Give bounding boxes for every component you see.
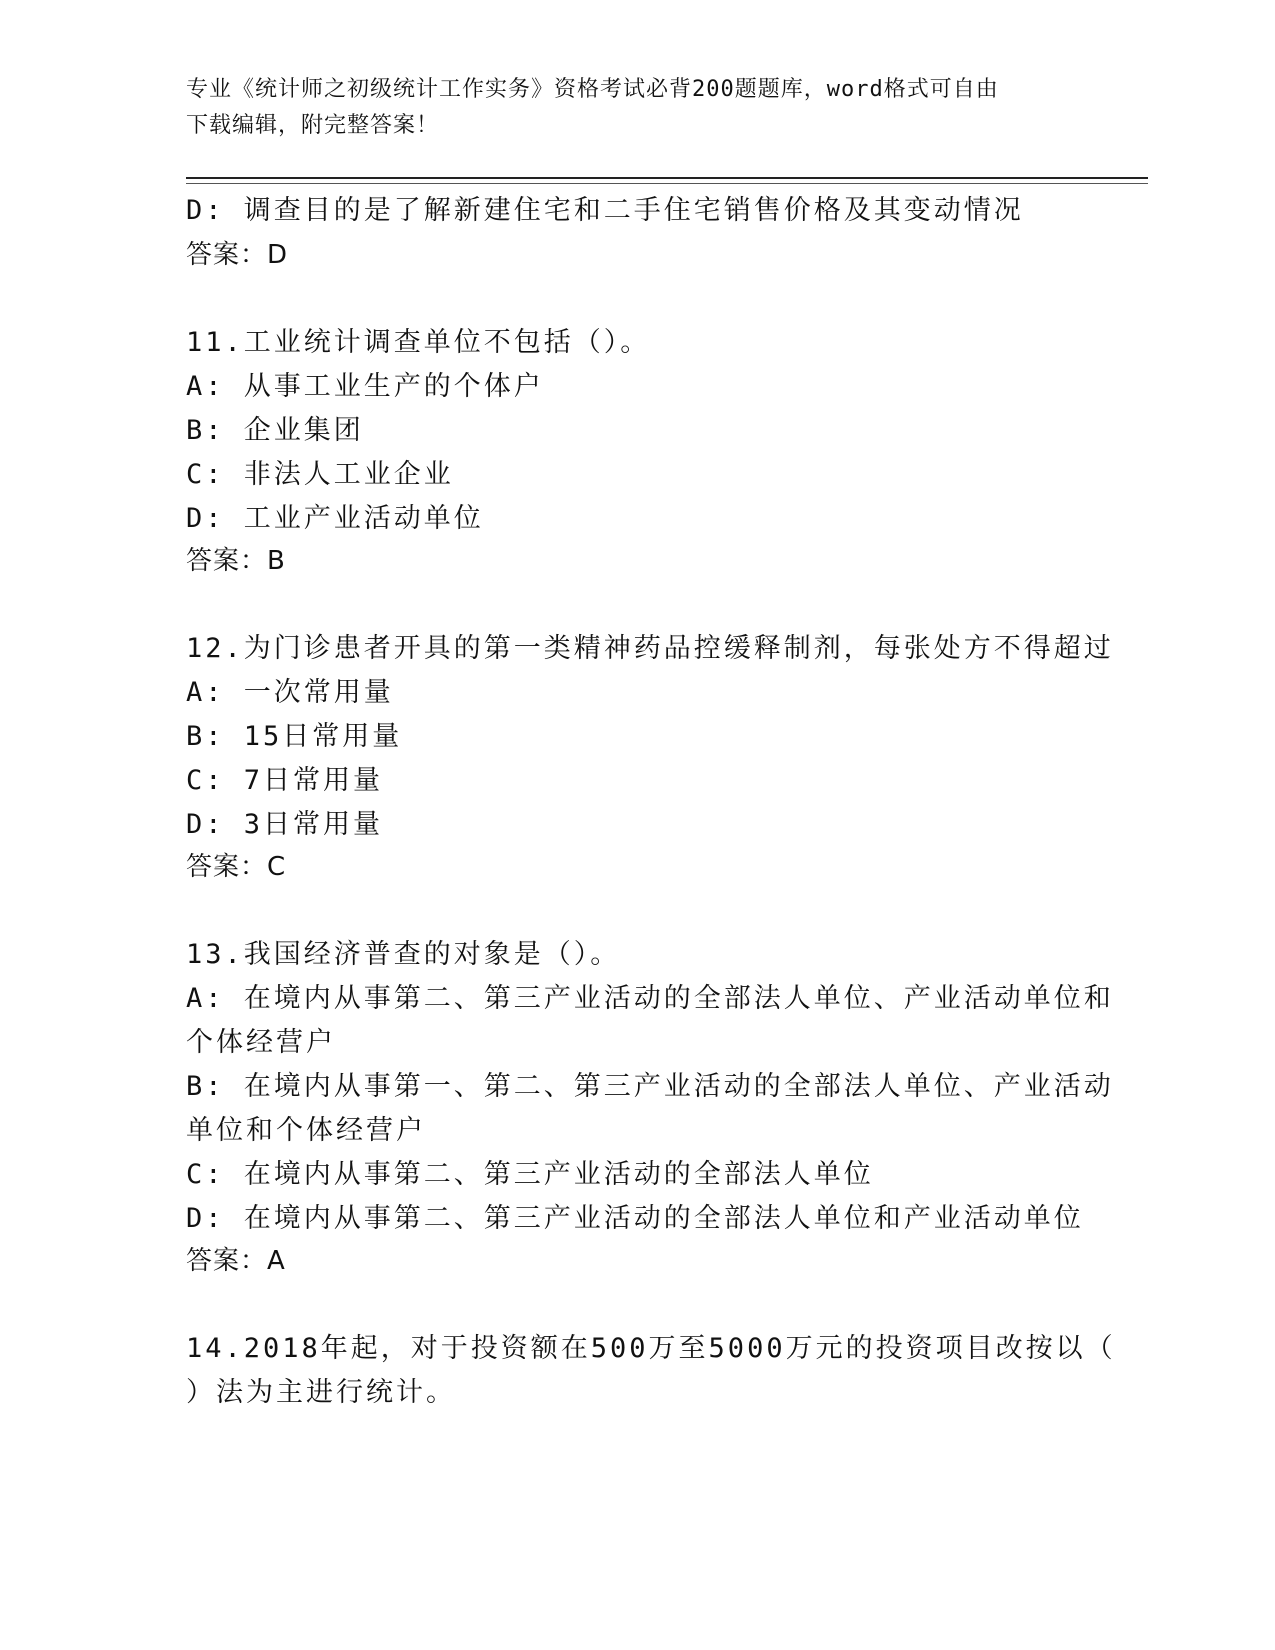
document-header	[186, 72, 1066, 144]
q12-option-b: B: 15日常用量	[186, 721, 403, 752]
q14-question-line-1: 14.2018年起，对于投资额在500万至5000万元的投资项目改按以（	[186, 1333, 1116, 1364]
header-divider-thin	[186, 183, 1148, 184]
q13-option-b-line-1: B: 在境内从事第一、第二、第三产业活动的全部法人单位、产业活动	[186, 1071, 1114, 1102]
q12-question: 12.为门诊患者开具的第一类精神药品控缓释制剂，每张处方不得超过	[186, 633, 1114, 664]
q11-answer: 答案：B	[186, 546, 286, 576]
q13-question: 13.我国经济普查的对象是（）。	[186, 939, 621, 970]
q12-answer: 答案：C	[186, 852, 287, 882]
q12-option-c: C: 7日常用量	[186, 765, 384, 796]
q10-option-d: D: 调查目的是了解新建住宅和二手住宅销售价格及其变动情况	[186, 195, 1024, 226]
q13-option-c: C: 在境内从事第二、第三产业活动的全部法人单位	[186, 1159, 874, 1190]
q12-option-a: A: 一次常用量	[186, 677, 394, 708]
q12-option-d: D: 3日常用量	[186, 809, 384, 840]
header-divider-thick	[186, 177, 1148, 179]
q14-question-line-2: ）法为主进行统计。	[186, 1377, 456, 1408]
q13-option-a-line-2: 个体经营户	[186, 1027, 336, 1058]
q11-question: 11.工业统计调查单位不包括（）。	[186, 327, 651, 358]
q11-option-c: C: 非法人工业企业	[186, 459, 454, 490]
q13-option-a-line-1: A: 在境内从事第二、第三产业活动的全部法人单位、产业活动单位和	[186, 983, 1114, 1014]
q13-answer: 答案：A	[186, 1246, 286, 1276]
q11-option-b: B: 企业集团	[186, 415, 364, 446]
q11-option-d: D: 工业产业活动单位	[186, 503, 484, 534]
header-line-2: 下载编辑，附完整答案！	[186, 113, 440, 138]
q13-option-d: D: 在境内从事第二、第三产业活动的全部法人单位和产业活动单位	[186, 1203, 1084, 1234]
q11-option-a: A: 从事工业生产的个体户	[186, 371, 544, 402]
q13-option-b-line-2: 单位和个体经营户	[186, 1115, 426, 1146]
q10-answer: 答案：D	[186, 240, 289, 270]
header-line-1: 专业《统计师之初级统计工作实务》资格考试必背200题题库，word格式可自由	[186, 77, 999, 102]
